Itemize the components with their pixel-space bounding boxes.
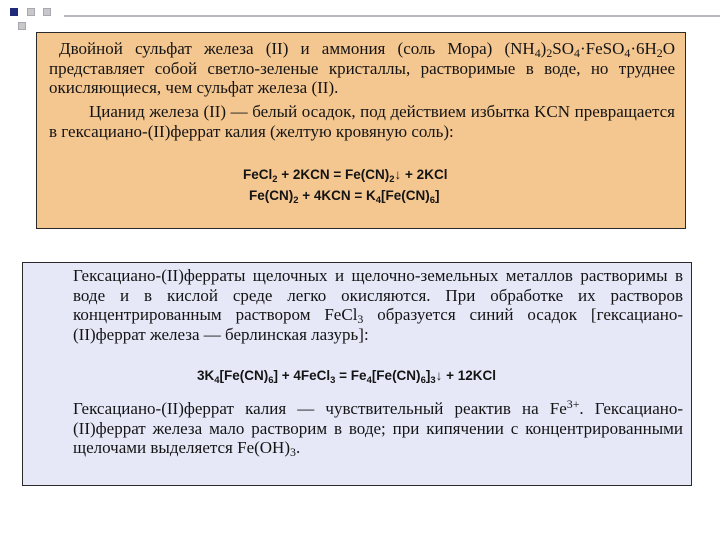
- equation-fecl2-kcn: FeCl$_2$ + $2KCN = Fe(CN)_2↓ + 2KCl$: [243, 167, 448, 185]
- bullet-square-4: [18, 22, 26, 30]
- bullet-square-2: [27, 8, 35, 16]
- top-text-panel: [36, 32, 686, 229]
- bottom-text-panel: [22, 262, 692, 486]
- iron-cyanide-paragraph: Цианид железа (II) — белый осадок, под действием избытка KCN превращается в гексациано-(II)феррат калия (желтую кровяную соль):: [49, 102, 675, 141]
- bullet-square-1: [10, 8, 18, 16]
- mohr-salt-paragraph: Двойной сульфат железа (II) и аммония (соль Мора) $(NH_4)_2SO_4\cdot FeSO_4\cdot 6H_2O$ представляет собой светло-зеленые кристаллы, растворимые в воде, но труднее окисляющиеся, чем сульфат железа (II).: [49, 39, 675, 98]
- header-rule: [64, 15, 720, 17]
- slide-header-decoration: [0, 0, 720, 30]
- equation-fecn2-kcn: $Fe(CN)_2 + 4KCN = K_4[Fe(CN)_6]$: [249, 188, 440, 206]
- bullet-square-3: [43, 8, 51, 16]
- hexacyanoferrate-paragraph: Гексациано-(II)ферраты щелочных и щелочно-земельных металлов растворимы в воде и в кислой среде легко окисляются. При обработке их растворов концентрированным раствором FeCl$_3$ образуется синий осадок [гексациано-(II)феррат железа — берлинская лазурь]:: [73, 266, 683, 345]
- reagent-paragraph: Гексациано-(II)феррат калия — чувствительный реактив на $Fe^{3+}$. Гексациано-(II)феррат железа мало растворим в воде; при кипячении с концентрированными щелочами выделяется $Fe(OH)_3$.: [73, 397, 683, 460]
- equation-prussian-blue: $3K_4[Fe(CN)_6]$ + 4FeCl$_3$ = $Fe_4[Fe(CN)_6]_3↓ + 12KCl$: [197, 368, 496, 386]
